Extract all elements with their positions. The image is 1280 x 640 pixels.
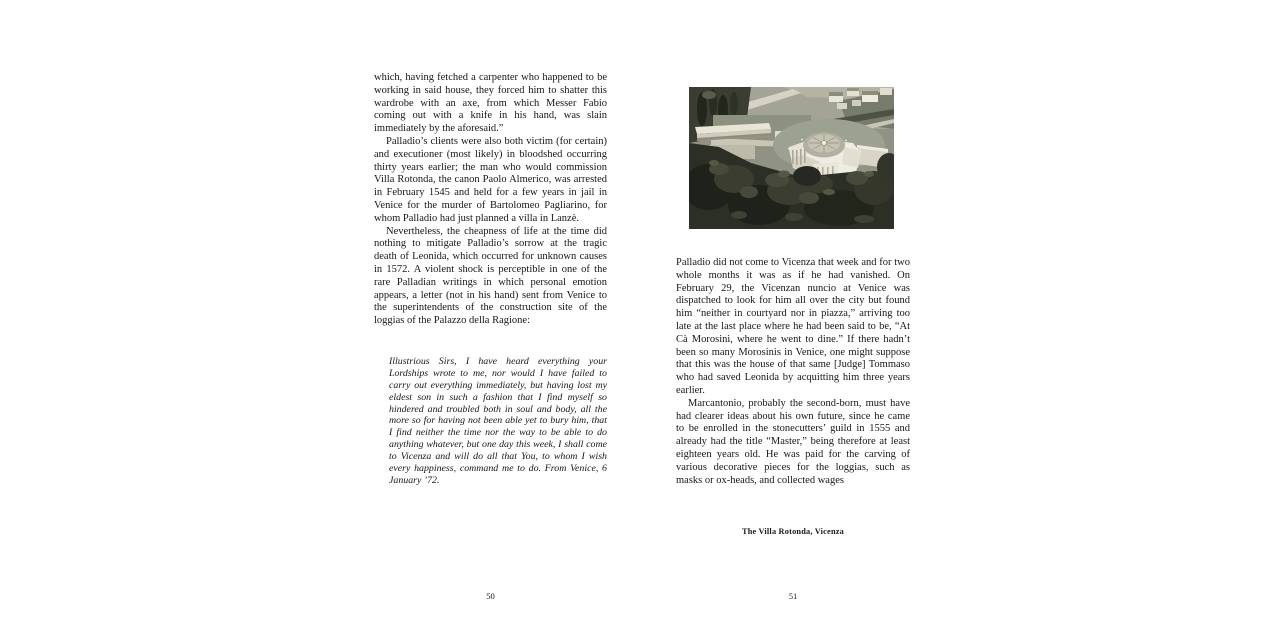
villa-rotonda-aerial-photo [689, 87, 894, 229]
page-51-text-column [676, 87, 910, 487]
photo-caption: The Villa Rotonda, Vicenza [741, 527, 844, 536]
page-number-right: 51 [788, 591, 798, 601]
paragraph: Palladio’s clients were also both victim (for certain) and executioner (most likely) in bloodshed occurring thirty years earlier; the man who would commission Villa Rotonda, the canon Paolo Almerico, was arrested in February 1545 and held for a few years in jail in Venice for the murder of Bartolomeo Pagliarino, for whom Palladio had just planned a villa in Lanzè. [374, 135, 607, 224]
paragraph: Palladio did not come to Vicenza that week and for two whole months it was as if he had vanished. On February 29, the Vicenzan nuncio at Venice was dispatched to look for him all over the city but found him “neither in courtyard nor in piazza,” arriving too late at the last place where he had been said to be, “At Cà Morosini, where he went to dine.” If there hadn’t been so many Morosinis in Venice, one might suppose that this was the house of that same [Judge] Tommaso who had saved Leonida by acquitting him three years earlier. [676, 257, 910, 396]
block-quote: Illustrious Sirs, I have heard everything your Lordships wrote to me, nor would I have failed to carry out everything immediately, but having lost my eldest son in such a fashion that I find myself so hindered and troubled both in soul and body, all the more so for having not been able yet to bury him, that I find neither the time nor the way to be able to do anything whatever, but one day this week, I shall come to Vicenza and will do all that You, to whom I wish every happiness, command me to do. From Venice, 6 January ’72. [389, 355, 607, 486]
aerial-photo-illustration [689, 87, 894, 229]
page-number-left: 50 [486, 591, 495, 601]
paragraph: Nevertheless, the cheapness of life at the time did nothing to mitigate Palladio’s sorrow at the tragic death of Leonida, which occurred for unknown causes in 1572. A violent shock is perceptible in one of the rare Palladian writings in which personal emotion appears, a letter (not in his hand) sent from Venice to the superintendents of the construction site of the loggias of the Palazzo della Ragione: [374, 225, 607, 327]
paragraph: which, having fetched a carpenter who happened to be working in said house, they forced him to shatter this wardrobe with an axe, from which Messer Fabio coming out with a knife in his hand, was slain immediately by the aforesaid.” [374, 72, 607, 135]
paragraph: Marcantonio, probably the second-born, must have had clearer ideas about his own future, since he came to be enrolled in the stonecutters’ guild in 1555 and already had the title “Master,” being therefore at least eighteen years old. He was paid for the carving of various decorative pieces for the loggias, such as masks or ox-heads, and collected wages [676, 397, 910, 486]
page-50-text-column [374, 72, 607, 487]
